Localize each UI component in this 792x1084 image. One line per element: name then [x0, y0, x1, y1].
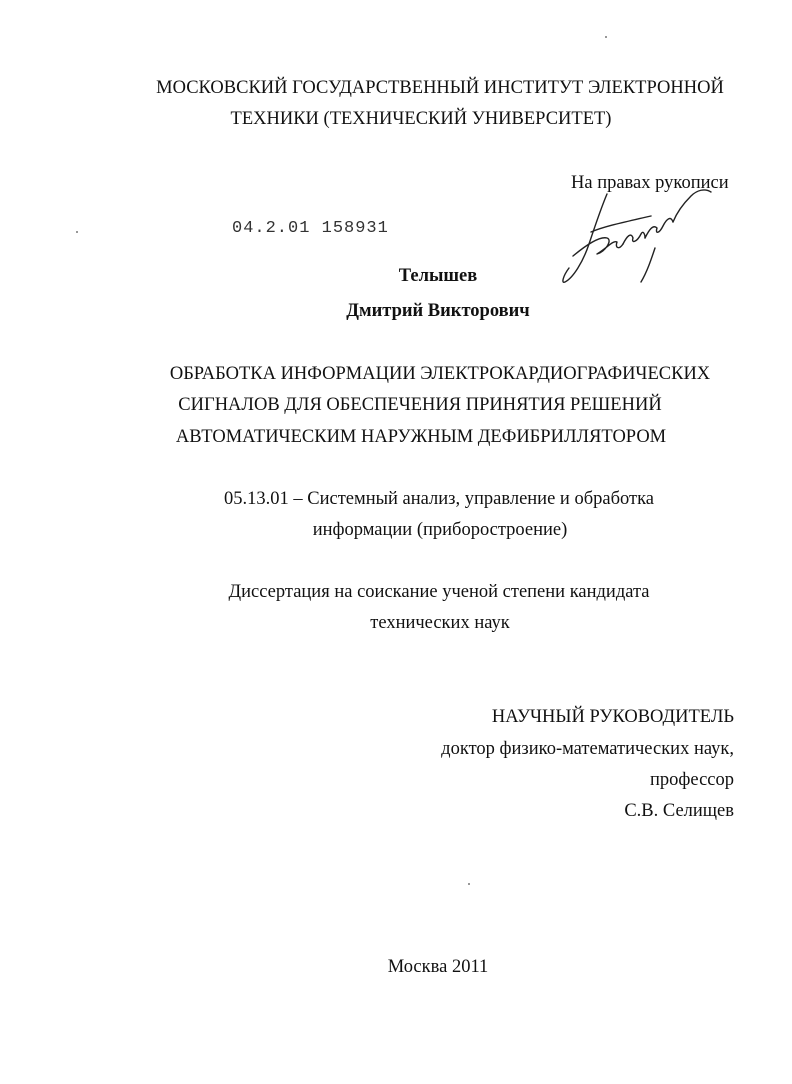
institution-line-1: МОСКОВСКИЙ ГОСУДАРСТВЕННЫЙ ИНСТИТУТ ЭЛЕКТРОННОЙ — [156, 78, 724, 98]
supervisor-heading: НАУЧНЫЙ РУКОВОДИТЕЛЬ — [491, 707, 734, 727]
supervisor-degree: доктор физико-математических наук, — [441, 739, 734, 759]
supervisor-name: С.В. Селищев — [624, 801, 734, 821]
registration-stamp: 04.2.01 158931 — [232, 219, 389, 238]
city-year: Москва 2011 — [387, 957, 489, 977]
scan-speck — [468, 883, 470, 885]
author-name: Дмитрий Викторович — [346, 301, 530, 321]
title-line-1: ОБРАБОТКА ИНФОРМАЦИИ ЭЛЕКТРОКАРДИОГРАФИЧЕСКИХ — [169, 364, 711, 384]
author-surname: Телышев — [398, 266, 478, 286]
scan-speck — [605, 36, 607, 38]
institution-line-2: ТЕХНИКИ (ТЕХНИЧЕСКИЙ УНИВЕРСИТЕТ) — [230, 109, 612, 129]
title-line-3: АВТОМАТИЧЕСКИМ НАРУЖНЫМ ДЕФИБРИЛЛЯТОРОМ — [175, 427, 667, 447]
scan-speck — [76, 231, 78, 233]
degree-line-1: Диссертация на соискание ученой степени кандидата — [228, 582, 650, 602]
degree-line-2: технических наук — [370, 613, 510, 633]
specialty-line-1: 05.13.01 – Системный анализ, управление и обработка — [224, 489, 654, 509]
manuscript-note: На правах рукописи — [571, 173, 729, 193]
specialty-line-2: информации (приборостроение) — [312, 520, 568, 540]
supervisor-rank: профессор — [650, 770, 734, 790]
title-line-2: СИГНАЛОВ ДЛЯ ОБЕСПЕЧЕНИЯ ПРИНЯТИЯ РЕШЕНИЙ — [178, 395, 662, 415]
